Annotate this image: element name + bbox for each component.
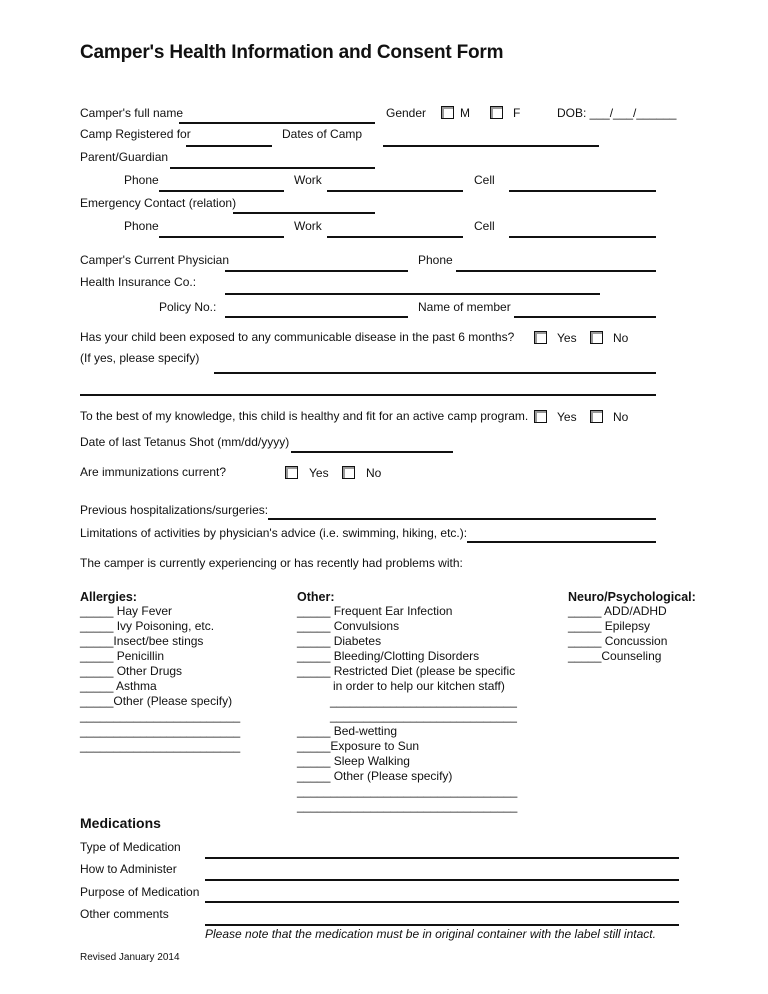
- parent-phone-field[interactable]: [159, 190, 284, 192]
- other-item[interactable]: _____ Diabetes: [297, 634, 382, 648]
- emergency-phone-field[interactable]: [159, 236, 284, 238]
- allergy-item[interactable]: _____ Hay Fever: [80, 604, 173, 618]
- tetanus-field[interactable]: [291, 451, 453, 453]
- dob-field[interactable]: DOB: ___/___/______: [557, 106, 677, 120]
- hospitalizations-label: Previous hospitalizations/surgeries:: [80, 503, 269, 517]
- immunizations-no-checkbox[interactable]: [342, 466, 355, 479]
- diet-specify-line[interactable]: ____________________________: [330, 709, 517, 723]
- communicable-question: Has your child been exposed to any communicable disease in the past 6 months?: [80, 330, 515, 344]
- neuro-item[interactable]: _____Counseling: [568, 649, 662, 663]
- emergency-contact-field[interactable]: [233, 212, 375, 214]
- revision-date: Revised January 2014: [80, 952, 180, 963]
- insurance-field[interactable]: [225, 293, 600, 295]
- allergy-item[interactable]: _____ Other Drugs: [80, 664, 183, 678]
- medication-administer-label: How to Administer: [80, 862, 177, 876]
- camp-registered-label: Camp Registered for: [80, 127, 191, 141]
- healthy-yes-checkbox[interactable]: [534, 410, 547, 423]
- medication-administer-field[interactable]: [205, 879, 679, 881]
- emergency-contact-label: Emergency Contact (relation): [80, 196, 237, 210]
- gender-female-label: F: [513, 106, 521, 120]
- medication-type-field[interactable]: [205, 857, 679, 859]
- medication-comments-label: Other comments: [80, 907, 169, 921]
- parent-phone-label: Phone: [124, 173, 159, 187]
- insurance-label: Health Insurance Co.:: [80, 275, 197, 289]
- gender-male-checkbox[interactable]: [441, 106, 454, 119]
- parent-work-field[interactable]: [327, 190, 463, 192]
- other-item[interactable]: _____ Bleeding/Clotting Disorders: [297, 649, 480, 663]
- other-heading: Other:: [297, 590, 335, 604]
- communicable-specify-field[interactable]: [214, 372, 656, 374]
- immunizations-question: Are immunizations current?: [80, 465, 227, 479]
- other-item[interactable]: _____ Convulsions: [297, 619, 400, 633]
- policy-no-label: Policy No.:: [159, 300, 217, 314]
- other-item[interactable]: _____ Sleep Walking: [297, 754, 410, 768]
- emergency-work-label: Work: [294, 219, 322, 233]
- parent-guardian-label: Parent/Guardian: [80, 150, 169, 164]
- emergency-phone-label: Phone: [124, 219, 159, 233]
- immunizations-yes-checkbox[interactable]: [285, 466, 298, 479]
- allergy-specify-line[interactable]: ________________________: [80, 724, 241, 738]
- communicable-specify-field-2[interactable]: [80, 394, 656, 396]
- diet-specify-line[interactable]: ____________________________: [330, 694, 517, 708]
- emergency-work-field[interactable]: [327, 236, 463, 238]
- full-name-label: Camper's full name: [80, 106, 183, 120]
- healthy-no-checkbox[interactable]: [590, 410, 603, 423]
- other-item[interactable]: _____ Bed-wetting: [297, 724, 398, 738]
- allergies-heading: Allergies:: [80, 590, 137, 604]
- physician-phone-field[interactable]: [456, 270, 656, 272]
- emergency-cell-field[interactable]: [509, 236, 656, 238]
- immunizations-no-label: No: [366, 466, 382, 480]
- other-specify-line[interactable]: _________________________________: [297, 784, 518, 798]
- member-name-label: Name of member: [418, 300, 511, 314]
- neuro-heading: Neuro/Psychological:: [568, 590, 696, 604]
- full-name-field[interactable]: [179, 122, 375, 124]
- problems-intro: The camper is currently experiencing or has recently had problems with:: [80, 556, 463, 570]
- communicable-no-label: No: [613, 331, 629, 345]
- allergy-specify-line[interactable]: ________________________: [80, 709, 241, 723]
- other-item-continued: in order to help our kitchen staff): [333, 679, 505, 693]
- medication-purpose-field[interactable]: [205, 901, 679, 903]
- physician-phone-label: Phone: [418, 253, 453, 267]
- other-item[interactable]: _____ Restricted Diet (please be specific: [297, 664, 516, 678]
- allergy-specify-line[interactable]: ________________________: [80, 739, 241, 753]
- medication-note: Please note that the medication must be in original container with the label still intact.: [205, 927, 656, 941]
- medications-heading: Medications: [80, 815, 161, 831]
- physician-label: Camper's Current Physician: [80, 253, 230, 267]
- allergy-item[interactable]: _____ Ivy Poisoning, etc.: [80, 619, 215, 633]
- other-item[interactable]: _____ Frequent Ear Infection: [297, 604, 453, 618]
- parent-work-label: Work: [294, 173, 322, 187]
- neuro-item[interactable]: _____ Concussion: [568, 634, 668, 648]
- communicable-yes-checkbox[interactable]: [534, 331, 547, 344]
- gender-label: Gender: [386, 106, 427, 120]
- if-yes-label: (If yes, please specify): [80, 351, 200, 365]
- camp-registered-field[interactable]: [186, 145, 272, 147]
- other-specify-line[interactable]: _________________________________: [297, 799, 518, 813]
- gender-female-checkbox[interactable]: [490, 106, 503, 119]
- parent-cell-field[interactable]: [509, 190, 656, 192]
- healthy-yes-label: Yes: [557, 410, 577, 424]
- form-title: Camper's Health Information and Consent Form: [80, 42, 504, 63]
- neuro-item[interactable]: _____ ADD/ADHD: [568, 604, 667, 618]
- parent-guardian-field[interactable]: [170, 167, 375, 169]
- gender-male-label: M: [460, 106, 470, 120]
- allergy-item[interactable]: _____Insect/bee stings: [80, 634, 204, 648]
- member-name-field[interactable]: [514, 316, 656, 318]
- medication-comments-field[interactable]: [205, 924, 679, 926]
- medication-type-label: Type of Medication: [80, 840, 181, 854]
- neuro-item[interactable]: _____ Epilepsy: [568, 619, 651, 633]
- communicable-yes-label: Yes: [557, 331, 577, 345]
- emergency-cell-label: Cell: [474, 219, 495, 233]
- dates-of-camp-field[interactable]: [383, 145, 599, 147]
- policy-no-field[interactable]: [225, 316, 408, 318]
- physician-field[interactable]: [225, 270, 408, 272]
- parent-cell-label: Cell: [474, 173, 495, 187]
- healthy-no-label: No: [613, 410, 629, 424]
- immunizations-yes-label: Yes: [309, 466, 329, 480]
- tetanus-label: Date of last Tetanus Shot (mm/dd/yyyy): [80, 435, 290, 449]
- allergy-item[interactable]: _____ Penicillin: [80, 649, 165, 663]
- allergy-item[interactable]: _____Other (Please specify): [80, 694, 233, 708]
- communicable-no-checkbox[interactable]: [590, 331, 603, 344]
- dates-of-camp-label: Dates of Camp: [282, 127, 363, 141]
- medication-purpose-label: Purpose of Medication: [80, 885, 200, 899]
- limitations-label: Limitations of activities by physician's advice (i.e. swimming, hiking, etc.):: [80, 526, 468, 540]
- other-item[interactable]: _____ Other (Please specify): [297, 769, 453, 783]
- hospitalizations-field[interactable]: [268, 518, 656, 520]
- healthy-question: To the best of my knowledge, this child is healthy and fit for an active camp program.: [80, 409, 529, 423]
- allergy-item[interactable]: _____ Asthma: [80, 679, 157, 693]
- limitations-field[interactable]: [467, 541, 656, 543]
- other-item[interactable]: _____Exposure to Sun: [297, 739, 420, 753]
